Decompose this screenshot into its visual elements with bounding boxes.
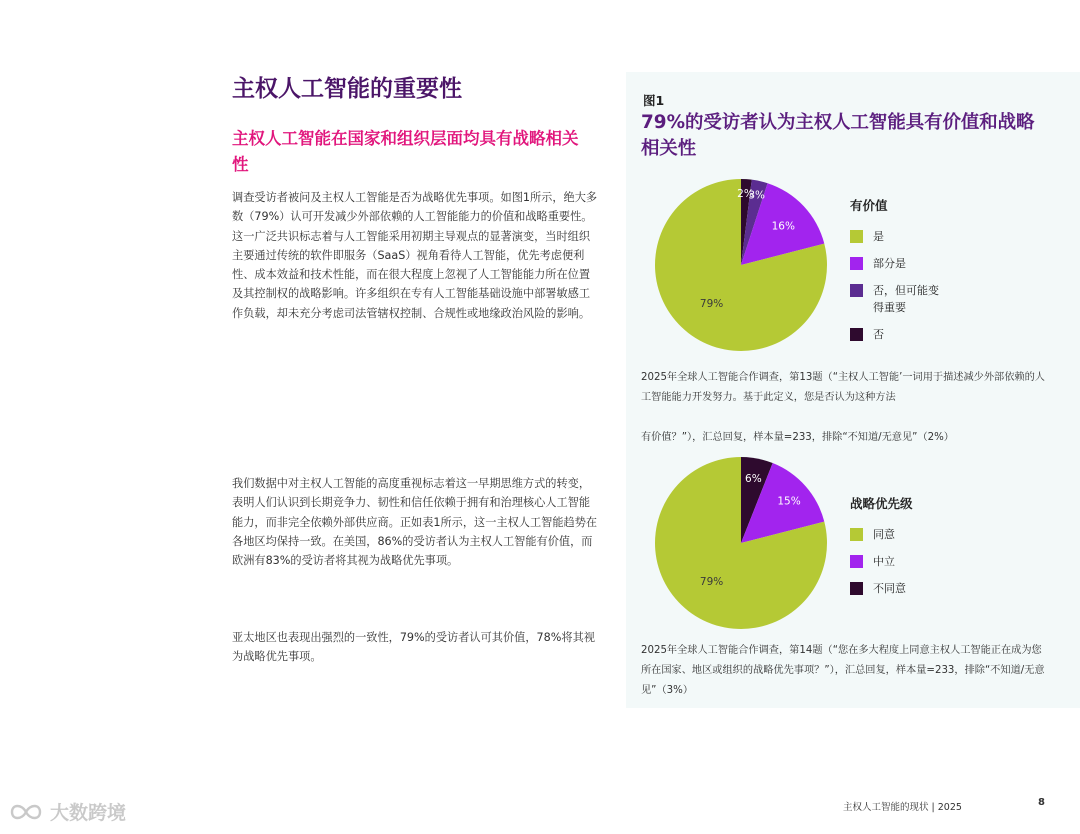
legend-label: 不同意: [873, 582, 906, 595]
legend-label: 同意: [873, 528, 895, 541]
pie-data-label: 16%: [771, 220, 795, 233]
pie-data-label: 79%: [699, 297, 724, 310]
legend-swatch: [850, 257, 863, 270]
legend-label: 否: [873, 328, 884, 341]
legend-label: 部分是: [873, 257, 906, 270]
pie-data-label: 6%: [745, 473, 762, 486]
note-text: 2025年全球人工智能合作调查，第13题（“主权人工智能’一词用于描述减少外部依赖的人工智能能力开发努力。基于此定义，您是否认为这种方法: [641, 372, 1045, 403]
pie-data-label: 3%: [748, 189, 766, 202]
figure-label: 图1: [643, 93, 665, 108]
figure-note-2: 2025年全球人工智能合作调查，第14题（“您在多大程度上同意主权人工智能正在成为您所在国家、地区或组织的战略优先事项？”），汇总回复，样本量=233，排除“不知道/无意见”（3%）: [641, 645, 1045, 696]
section-subtitle: 主权人工智能在国家和组织层面均具有战略相关性: [232, 129, 579, 174]
note-text: 有价值？”），汇总回复，样本量=233，排除“不知道/无意见”（2%）: [641, 432, 954, 443]
legend-swatch: [850, 328, 863, 341]
legend-swatch: [850, 528, 863, 541]
figure-note-1: [641, 368, 1051, 448]
pie-chart-value: [654, 178, 828, 352]
legend-item: [850, 228, 1050, 245]
legend-label: 否，但可能变得重要: [873, 284, 939, 314]
legend-swatch: [850, 582, 863, 595]
legend-title: 有价值: [850, 198, 888, 213]
legend-item: [850, 580, 1050, 597]
legend-priority: [850, 494, 1050, 607]
legend-swatch: [850, 555, 863, 568]
legend-label: 是: [873, 230, 884, 243]
watermark-text: 大数跨境: [50, 802, 127, 824]
figure-title: 79%的受访者认为主权人工智能具有价值和战略相关性: [641, 112, 1035, 159]
legend-item: [850, 553, 1050, 570]
pie-data-label: 79%: [699, 575, 724, 588]
infinity-logo-icon: [6, 799, 46, 825]
legend-item: [850, 326, 1050, 343]
body-paragraph-2: 我们数据中对主权人工智能的高度重视标志着这一早期思维方式的转变，表明人们认识到长期竞争力、韧性和信任依赖于拥有和治理核心人工智能能力，而非完全依赖外部供应商。正如表1所示，这一主权人工智能趋势在各地区均保持一致。在美国，86%的受访者认为主权人工智能有价值，而欧洲有83%的受访者将其视为战略优先事项。: [232, 477, 598, 568]
legend-swatch: [850, 284, 863, 297]
legend-item: [850, 282, 1050, 316]
legend-value: [850, 196, 1050, 353]
watermark: [6, 798, 126, 825]
legend-swatch: [850, 230, 863, 243]
page-number: 8: [1038, 797, 1045, 808]
pie-data-label: 2%: [737, 188, 754, 201]
legend-item: [850, 255, 1050, 272]
pie-chart-priority: [654, 456, 828, 630]
footer-title: 主权人工智能的现状 | 2025: [843, 802, 962, 813]
pie-data-label: 15%: [777, 495, 801, 508]
page-title: 主权人工智能的重要性: [232, 76, 462, 102]
legend-label: 中立: [873, 555, 895, 568]
body-paragraph-3: 亚太地区也表现出强烈的一致性，79%的受访者认可其价值，78%将其视为战略优先事项。: [232, 631, 595, 664]
legend-item: [850, 526, 1050, 543]
legend-title: 战略优先级: [850, 496, 913, 511]
body-paragraph-1: 调查受访者被问及主权人工智能是否为战略优先事项。如图1所示，绝大多数（79%）认可开发减少外部依赖的人工智能能力的价值和战略重要性。这一广泛共识标志着与人工智能采用初期主导观点的显著演变，当时组织主要通过传统的软件即服务（SaaS）视角看待人工智能，优先考虑便利性、成本效益和技术性能，而在很大程度上忽视了人工智能能力所在位置及其控制权的战略影响。许多组织在专有人工智能基础设施中部署敏感工作负载，却未充分考虑司法管辖权控制、合规性或地缘政治风险的影响。: [232, 191, 598, 320]
